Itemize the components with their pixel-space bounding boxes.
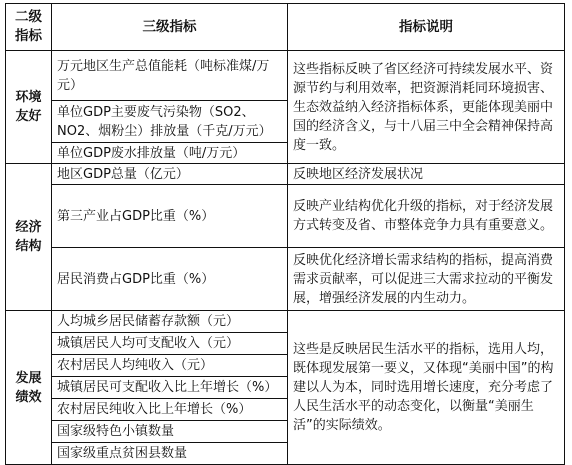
category-environment: 环境友好 [6, 51, 52, 164]
indicator-cell: 国家级特色小镇数量 [52, 421, 288, 443]
table-row [6, 185, 565, 248]
indicator-cell: 地区GDP总量（亿元） [52, 164, 288, 185]
indicator-cell: 万元地区生产总值能耗（吨标准煤/万元） [52, 51, 288, 101]
indicator-cell: 单位GDP废水排放量（吨/万元） [52, 143, 288, 164]
indicator-cell: 居民消费占GDP比重（%） [52, 248, 288, 311]
indicator-cell: 农村居民纯收入比上年增长（%） [52, 399, 288, 421]
indicator-cell: 国家级重点贫困县数量 [52, 443, 288, 465]
indicator-table [5, 3, 565, 465]
table-row [6, 311, 565, 333]
indicator-cell: 单位GDP主要废气污染物（SO2、NO2、烟粉尘）排放量（千克/万元） [52, 101, 288, 143]
description-cell: 反映优化经济增长需求结构的指标，提高消费需求贡献率，可以促进三大需求拉动的平衡发展，增强经济发展的内生动力。 [288, 248, 565, 311]
table-row [6, 164, 565, 185]
description-cell: 反映地区经济发展状况 [288, 164, 565, 185]
table-row [6, 51, 565, 101]
indicator-cell: 城镇居民可支配收入比上年增长（%） [52, 377, 288, 399]
category-economic-structure: 经济结构 [6, 164, 52, 311]
header-description: 指标说明 [288, 4, 565, 51]
category-development-performance: 发展绩效 [6, 311, 52, 465]
header-indicator: 三级指标 [52, 4, 288, 51]
header-category: 二级指标 [6, 4, 52, 51]
indicator-cell: 农村居民人均纯收入（元） [52, 355, 288, 377]
indicator-cell: 人均城乡居民储蓄存款额（元） [52, 311, 288, 333]
description-cell: 反映产业结构优化升级的指标，对于经济发展方式转变及省、市整体竞争力具有重要意义。 [288, 185, 565, 248]
indicator-table-container [5, 3, 565, 465]
indicator-cell: 第三产业占GDP比重（%） [52, 185, 288, 248]
description-environment: 这些指标反映了省区经济可持续发展水平、资源节约与利用效率，把资源消耗同环境损害、生态效益纳入经济指标体系，更能体现美丽中国的经济含义，与十八届三中全会精神保持高度一致。 [288, 51, 565, 164]
indicator-cell: 城镇居民人均可支配收入（元） [52, 333, 288, 355]
description-development: 这些是反映居民生活水平的指标，选用人均，既体现发展第一要义，又体现“美丽中国”的构建以人为本，同时选用增长速度，充分考虑了人民生活水平的动态变化，以衡量“美丽生活”的实际绩效。 [288, 311, 565, 465]
table-header-row [6, 4, 565, 51]
table-row [6, 248, 565, 311]
